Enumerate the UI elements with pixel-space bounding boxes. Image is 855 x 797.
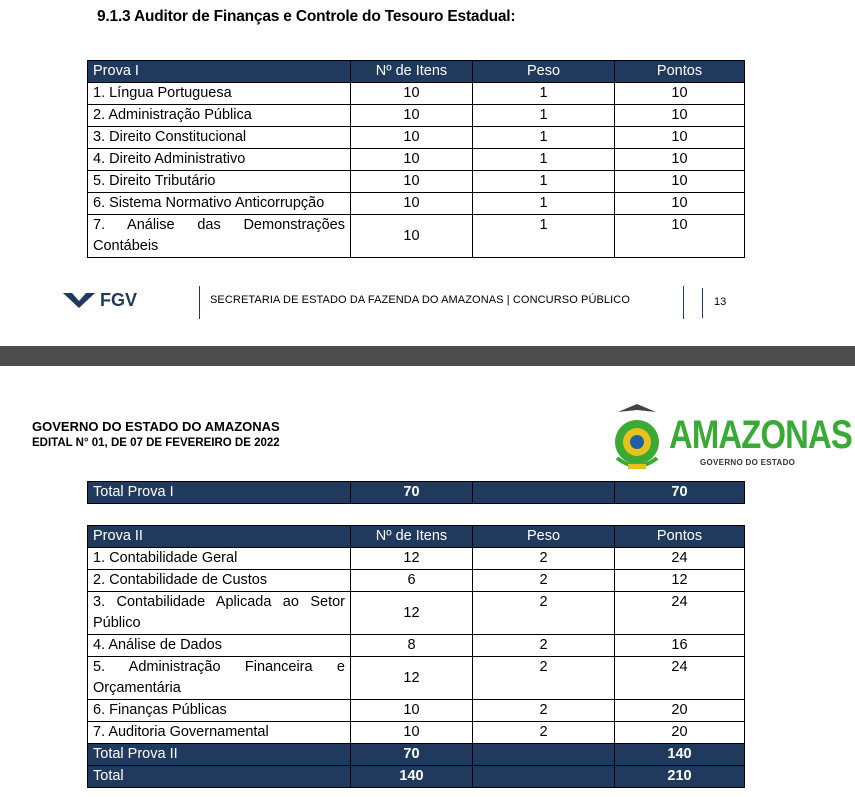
total-itens: 70	[351, 744, 473, 766]
peso-cell: 2	[473, 722, 615, 744]
fgv-logo-text: FGV	[100, 290, 138, 310]
itens-cell: 10	[351, 700, 473, 722]
table-row	[88, 149, 745, 171]
footer-divider	[702, 288, 703, 318]
table-row	[88, 657, 745, 700]
subject-cell: 4. Direito Administrativo	[88, 149, 351, 171]
total-peso	[473, 766, 615, 788]
total-peso	[473, 482, 615, 504]
total-peso	[473, 744, 615, 766]
table-row	[88, 83, 745, 105]
table-row	[88, 127, 745, 149]
peso-cell: 2	[473, 635, 615, 657]
table-row	[88, 592, 745, 635]
total-pontos: 210	[615, 766, 745, 788]
subject-cell: 6. Sistema Normativo Anticorrupção	[88, 193, 351, 215]
page-number: 13	[714, 296, 727, 308]
peso-cell: 1	[473, 171, 615, 193]
col-header-pontos: Pontos	[615, 526, 745, 548]
pontos-cell: 10	[615, 83, 745, 105]
pontos-cell: 10	[615, 171, 745, 193]
total-prova-ii-row	[88, 744, 745, 766]
pontos-cell: 10	[615, 193, 745, 215]
subject-cell: 6. Finanças Públicas	[88, 700, 351, 722]
pontos-cell: 16	[615, 635, 745, 657]
subject-cell: 2. Contabilidade de Custos	[88, 570, 351, 592]
itens-cell: 12	[351, 592, 473, 635]
table-row	[88, 171, 745, 193]
footer-text: SECRETARIA DE ESTADO DA FAZENDA DO AMAZONAS | CONCURSO PÚBLICO	[210, 294, 631, 306]
itens-cell: 8	[351, 635, 473, 657]
pontos-cell: 24	[615, 657, 745, 700]
pontos-cell: 20	[615, 722, 745, 744]
table-row	[88, 105, 745, 127]
itens-cell: 12	[351, 548, 473, 570]
itens-cell: 10	[351, 149, 473, 171]
peso-cell: 1	[473, 83, 615, 105]
table-row	[88, 700, 745, 722]
itens-cell: 10	[351, 193, 473, 215]
subject-cell: 1. Língua Portuguesa	[88, 83, 351, 105]
itens-cell: 6	[351, 570, 473, 592]
subject-cell: 5. Direito Tributário	[88, 171, 351, 193]
col-header-prova: Prova I	[88, 61, 351, 83]
grand-total-row	[88, 766, 745, 788]
total-pontos: 70	[615, 482, 745, 504]
peso-cell: 1	[473, 127, 615, 149]
peso-cell: 2	[473, 570, 615, 592]
subject-cell: 3. Direito Constitucional	[88, 127, 351, 149]
total-pontos: 140	[615, 744, 745, 766]
prova-ii-table	[87, 525, 745, 788]
col-header-itens: Nº de Itens	[351, 61, 473, 83]
subject-cell: 1. Contabilidade Geral	[88, 548, 351, 570]
subject-cell: 2. Administração Pública	[88, 105, 351, 127]
header-government: GOVERNO DO ESTADO DO AMAZONAS	[32, 419, 280, 434]
peso-cell: 2	[473, 657, 615, 700]
table-header-row	[88, 61, 745, 83]
page-separator	[0, 346, 855, 366]
pontos-cell: 10	[615, 105, 745, 127]
itens-cell: 10	[351, 722, 473, 744]
table-row	[88, 635, 745, 657]
subject-cell: 7. Análise das Demonstrações Contábeis	[88, 215, 351, 258]
peso-cell: 1	[473, 149, 615, 171]
prova-i-table	[87, 60, 745, 258]
col-header-prova: Prova II	[88, 526, 351, 548]
subject-cell: 7. Auditoria Governamental	[88, 722, 351, 744]
itens-cell: 10	[351, 215, 473, 258]
col-header-itens: Nº de Itens	[351, 526, 473, 548]
amazonas-logo-text: AMAZONAS	[669, 413, 852, 457]
table-row	[88, 570, 745, 592]
table-row	[88, 215, 745, 258]
peso-cell: 1	[473, 193, 615, 215]
itens-cell: 10	[351, 105, 473, 127]
amazonas-logo-subtitle: GOVERNO DO ESTADO	[700, 458, 796, 467]
footer-divider	[683, 286, 684, 319]
peso-cell: 2	[473, 592, 615, 635]
amazonas-seal-icon	[608, 402, 666, 479]
peso-cell: 2	[473, 700, 615, 722]
total-itens: 70	[351, 482, 473, 504]
col-header-peso: Peso	[473, 526, 615, 548]
total-label: Total Prova II	[88, 744, 351, 766]
total-prova-i-table	[87, 481, 745, 504]
itens-cell: 10	[351, 171, 473, 193]
subject-cell: 4. Análise de Dados	[88, 635, 351, 657]
total-itens: 140	[351, 766, 473, 788]
subject-cell: 5. Administração Financeira e Orçamentária	[88, 657, 351, 700]
pontos-cell: 24	[615, 592, 745, 635]
itens-cell: 10	[351, 83, 473, 105]
peso-cell: 1	[473, 215, 615, 258]
section-title: 9.1.3 Auditor de Finanças e Controle do Tesouro Estadual:	[97, 8, 516, 25]
footer-divider	[199, 286, 200, 319]
pontos-cell: 10	[615, 127, 745, 149]
total-label: Total	[88, 766, 351, 788]
table-row	[88, 193, 745, 215]
pontos-cell: 10	[615, 215, 745, 258]
col-header-pontos: Pontos	[615, 61, 745, 83]
peso-cell: 2	[473, 548, 615, 570]
table-row	[88, 548, 745, 570]
pontos-cell: 12	[615, 570, 745, 592]
fgv-chevron-icon	[63, 288, 153, 310]
pontos-cell: 20	[615, 700, 745, 722]
itens-cell: 10	[351, 127, 473, 149]
total-row	[88, 482, 745, 504]
peso-cell: 1	[473, 105, 615, 127]
table-row	[88, 722, 745, 744]
itens-cell: 12	[351, 657, 473, 700]
header-edital: EDITAL N° 01, DE 07 DE FEVEREIRO DE 2022	[32, 437, 280, 449]
total-label: Total Prova I	[88, 482, 351, 504]
pontos-cell: 24	[615, 548, 745, 570]
fgv-logo	[63, 288, 153, 315]
subject-cell: 3. Contabilidade Aplicada ao Setor Público	[88, 592, 351, 635]
col-header-peso: Peso	[473, 61, 615, 83]
table-header-row	[88, 526, 745, 548]
pontos-cell: 10	[615, 149, 745, 171]
